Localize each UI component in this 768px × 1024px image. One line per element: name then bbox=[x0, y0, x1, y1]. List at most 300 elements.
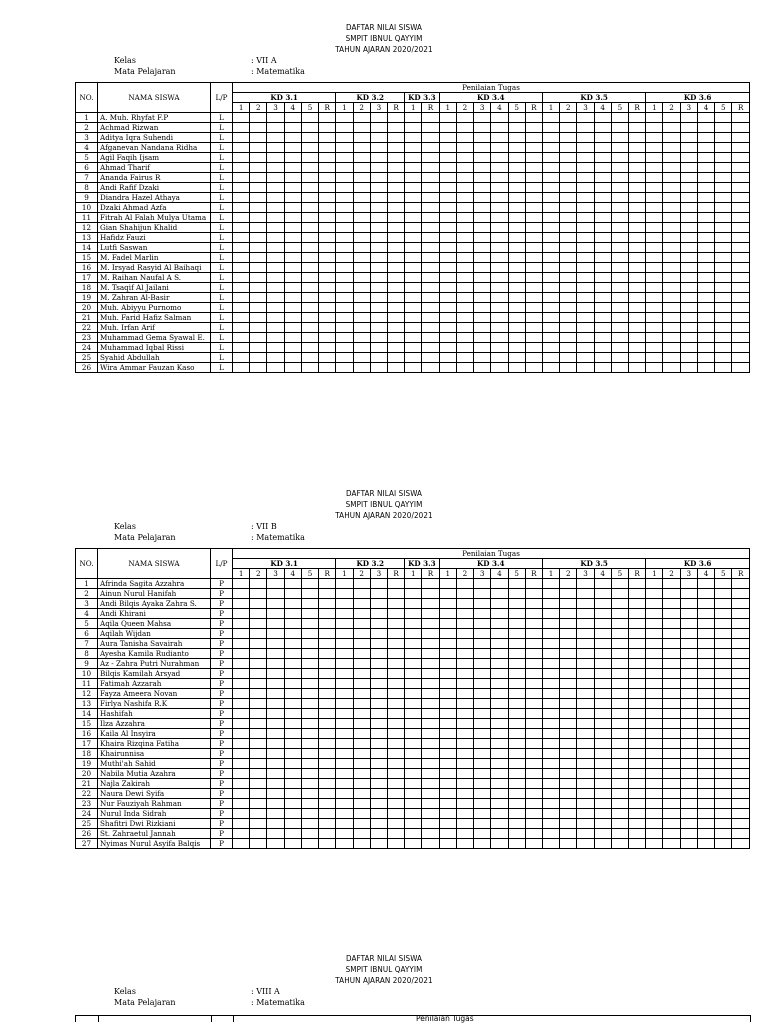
student-name[interactable]: Lutfi Saswan bbox=[98, 243, 211, 253]
grade-cell[interactable] bbox=[732, 619, 750, 629]
grade-cell[interactable] bbox=[560, 143, 577, 153]
grade-cell[interactable] bbox=[715, 809, 732, 819]
grade-cell[interactable] bbox=[663, 679, 680, 689]
grade-cell[interactable] bbox=[233, 113, 250, 123]
grade-cell[interactable] bbox=[525, 819, 542, 829]
grade-cell[interactable] bbox=[233, 799, 250, 809]
grade-cell[interactable] bbox=[474, 153, 491, 163]
grade-cell[interactable] bbox=[301, 799, 318, 809]
grade-cell[interactable] bbox=[439, 333, 456, 343]
grade-cell[interactable] bbox=[697, 253, 714, 263]
grade-cell[interactable] bbox=[301, 709, 318, 719]
grade-cell[interactable] bbox=[336, 183, 353, 193]
grade-cell[interactable] bbox=[301, 193, 318, 203]
grade-cell[interactable] bbox=[456, 679, 473, 689]
grade-cell[interactable] bbox=[353, 133, 370, 143]
grade-cell[interactable] bbox=[680, 659, 697, 669]
grade-cell[interactable] bbox=[456, 779, 473, 789]
grade-cell[interactable] bbox=[680, 263, 697, 273]
grade-cell[interactable] bbox=[732, 143, 750, 153]
grade-cell[interactable] bbox=[491, 213, 508, 223]
grade-cell[interactable] bbox=[301, 353, 318, 363]
grade-cell[interactable] bbox=[387, 353, 404, 363]
grade-cell[interactable] bbox=[697, 779, 714, 789]
grade-cell[interactable] bbox=[387, 113, 404, 123]
grade-cell[interactable] bbox=[680, 123, 697, 133]
grade-cell[interactable] bbox=[250, 213, 267, 223]
grade-cell[interactable] bbox=[525, 333, 542, 343]
grade-cell[interactable] bbox=[370, 719, 387, 729]
grade-cell[interactable] bbox=[474, 769, 491, 779]
grade-cell[interactable] bbox=[319, 579, 336, 589]
grade-cell[interactable] bbox=[353, 719, 370, 729]
grade-cell[interactable] bbox=[370, 193, 387, 203]
grade-cell[interactable] bbox=[611, 609, 628, 619]
grade-cell[interactable] bbox=[456, 579, 473, 589]
grade-cell[interactable] bbox=[646, 143, 663, 153]
grade-cell[interactable] bbox=[560, 353, 577, 363]
grade-cell[interactable] bbox=[233, 213, 250, 223]
grade-cell[interactable] bbox=[629, 313, 646, 323]
grade-cell[interactable] bbox=[715, 283, 732, 293]
grade-cell[interactable] bbox=[732, 273, 750, 283]
grade-cell[interactable] bbox=[594, 273, 611, 283]
grade-cell[interactable] bbox=[422, 669, 439, 679]
grade-cell[interactable] bbox=[542, 273, 559, 283]
grade-cell[interactable] bbox=[697, 589, 714, 599]
grade-cell[interactable] bbox=[594, 609, 611, 619]
grade-cell[interactable] bbox=[629, 799, 646, 809]
grade-cell[interactable] bbox=[353, 123, 370, 133]
grade-cell[interactable] bbox=[594, 213, 611, 223]
grade-cell[interactable] bbox=[594, 133, 611, 143]
grade-cell[interactable] bbox=[233, 193, 250, 203]
grade-cell[interactable] bbox=[491, 263, 508, 273]
student-name[interactable]: Nurul Inda Sidrah bbox=[98, 809, 211, 819]
grade-cell[interactable] bbox=[577, 749, 594, 759]
grade-cell[interactable] bbox=[732, 579, 750, 589]
grade-cell[interactable] bbox=[233, 609, 250, 619]
grade-cell[interactable] bbox=[233, 183, 250, 193]
grade-cell[interactable] bbox=[697, 333, 714, 343]
grade-cell[interactable] bbox=[284, 639, 301, 649]
grade-cell[interactable] bbox=[233, 809, 250, 819]
grade-cell[interactable] bbox=[646, 283, 663, 293]
grade-cell[interactable] bbox=[577, 659, 594, 669]
grade-cell[interactable] bbox=[715, 729, 732, 739]
grade-cell[interactable] bbox=[250, 133, 267, 143]
grade-cell[interactable] bbox=[405, 133, 422, 143]
grade-cell[interactable] bbox=[508, 133, 525, 143]
grade-cell[interactable] bbox=[525, 839, 542, 849]
grade-cell[interactable] bbox=[267, 243, 284, 253]
grade-cell[interactable] bbox=[525, 709, 542, 719]
grade-cell[interactable] bbox=[560, 729, 577, 739]
grade-cell[interactable] bbox=[387, 789, 404, 799]
grade-cell[interactable] bbox=[474, 679, 491, 689]
grade-cell[interactable] bbox=[611, 819, 628, 829]
student-name[interactable]: M. Raihan Naufal A S. bbox=[98, 273, 211, 283]
grade-cell[interactable] bbox=[474, 283, 491, 293]
grade-cell[interactable] bbox=[680, 829, 697, 839]
grade-cell[interactable] bbox=[646, 113, 663, 123]
grade-cell[interactable] bbox=[387, 609, 404, 619]
grade-cell[interactable] bbox=[233, 293, 250, 303]
grade-cell[interactable] bbox=[560, 183, 577, 193]
grade-cell[interactable] bbox=[353, 769, 370, 779]
grade-cell[interactable] bbox=[319, 689, 336, 699]
grade-cell[interactable] bbox=[680, 283, 697, 293]
grade-cell[interactable] bbox=[301, 639, 318, 649]
grade-cell[interactable] bbox=[387, 779, 404, 789]
grade-cell[interactable] bbox=[456, 173, 473, 183]
grade-cell[interactable] bbox=[629, 609, 646, 619]
grade-cell[interactable] bbox=[594, 233, 611, 243]
grade-cell[interactable] bbox=[525, 253, 542, 263]
grade-cell[interactable] bbox=[267, 619, 284, 629]
grade-cell[interactable] bbox=[319, 133, 336, 143]
grade-cell[interactable] bbox=[732, 113, 750, 123]
grade-cell[interactable] bbox=[422, 779, 439, 789]
grade-cell[interactable] bbox=[233, 343, 250, 353]
grade-cell[interactable] bbox=[715, 273, 732, 283]
grade-cell[interactable] bbox=[353, 163, 370, 173]
grade-cell[interactable] bbox=[250, 809, 267, 819]
grade-cell[interactable] bbox=[646, 759, 663, 769]
grade-cell[interactable] bbox=[233, 133, 250, 143]
grade-cell[interactable] bbox=[301, 163, 318, 173]
student-name[interactable]: St. Zahraetul Jannah bbox=[98, 829, 211, 839]
grade-cell[interactable] bbox=[336, 263, 353, 273]
grade-cell[interactable] bbox=[422, 303, 439, 313]
grade-cell[interactable] bbox=[319, 293, 336, 303]
grade-cell[interactable] bbox=[715, 679, 732, 689]
grade-cell[interactable] bbox=[284, 729, 301, 739]
grade-cell[interactable] bbox=[370, 243, 387, 253]
grade-cell[interactable] bbox=[439, 213, 456, 223]
grade-cell[interactable] bbox=[474, 233, 491, 243]
student-name[interactable]: Syahid Abdullah bbox=[98, 353, 211, 363]
grade-cell[interactable] bbox=[422, 293, 439, 303]
grade-cell[interactable] bbox=[250, 779, 267, 789]
grade-cell[interactable] bbox=[233, 679, 250, 689]
grade-cell[interactable] bbox=[560, 809, 577, 819]
grade-cell[interactable] bbox=[646, 203, 663, 213]
grade-cell[interactable] bbox=[594, 719, 611, 729]
grade-cell[interactable] bbox=[542, 589, 559, 599]
grade-cell[interactable] bbox=[301, 669, 318, 679]
grade-cell[interactable] bbox=[732, 183, 750, 193]
grade-cell[interactable] bbox=[439, 839, 456, 849]
grade-cell[interactable] bbox=[370, 133, 387, 143]
grade-cell[interactable] bbox=[456, 759, 473, 769]
grade-cell[interactable] bbox=[405, 223, 422, 233]
grade-cell[interactable] bbox=[319, 123, 336, 133]
grade-cell[interactable] bbox=[560, 263, 577, 273]
grade-cell[interactable] bbox=[680, 163, 697, 173]
grade-cell[interactable] bbox=[542, 799, 559, 809]
grade-cell[interactable] bbox=[353, 263, 370, 273]
grade-cell[interactable] bbox=[508, 313, 525, 323]
grade-cell[interactable] bbox=[525, 173, 542, 183]
grade-cell[interactable] bbox=[577, 839, 594, 849]
grade-cell[interactable] bbox=[508, 323, 525, 333]
grade-cell[interactable] bbox=[353, 699, 370, 709]
student-name[interactable]: Muh. Farid Hafiz Salman bbox=[98, 313, 211, 323]
grade-cell[interactable] bbox=[233, 243, 250, 253]
grade-cell[interactable] bbox=[370, 293, 387, 303]
grade-cell[interactable] bbox=[577, 163, 594, 173]
grade-cell[interactable] bbox=[732, 629, 750, 639]
grade-cell[interactable] bbox=[233, 223, 250, 233]
grade-cell[interactable] bbox=[267, 323, 284, 333]
grade-cell[interactable] bbox=[353, 829, 370, 839]
grade-cell[interactable] bbox=[474, 293, 491, 303]
grade-cell[interactable] bbox=[319, 719, 336, 729]
grade-cell[interactable] bbox=[353, 143, 370, 153]
grade-cell[interactable] bbox=[456, 799, 473, 809]
grade-cell[interactable] bbox=[577, 729, 594, 739]
grade-cell[interactable] bbox=[680, 759, 697, 769]
grade-cell[interactable] bbox=[456, 699, 473, 709]
grade-cell[interactable] bbox=[439, 689, 456, 699]
grade-cell[interactable] bbox=[439, 173, 456, 183]
grade-cell[interactable] bbox=[542, 699, 559, 709]
grade-cell[interactable] bbox=[267, 799, 284, 809]
grade-cell[interactable] bbox=[336, 759, 353, 769]
grade-cell[interactable] bbox=[474, 629, 491, 639]
grade-cell[interactable] bbox=[422, 619, 439, 629]
grade-cell[interactable] bbox=[680, 599, 697, 609]
grade-cell[interactable] bbox=[319, 333, 336, 343]
grade-cell[interactable] bbox=[525, 123, 542, 133]
grade-cell[interactable] bbox=[508, 729, 525, 739]
grade-cell[interactable] bbox=[370, 203, 387, 213]
grade-cell[interactable] bbox=[474, 163, 491, 173]
grade-cell[interactable] bbox=[319, 819, 336, 829]
grade-cell[interactable] bbox=[250, 709, 267, 719]
grade-cell[interactable] bbox=[732, 659, 750, 669]
grade-cell[interactable] bbox=[508, 263, 525, 273]
grade-cell[interactable] bbox=[370, 263, 387, 273]
grade-cell[interactable] bbox=[663, 609, 680, 619]
grade-cell[interactable] bbox=[405, 809, 422, 819]
grade-cell[interactable] bbox=[697, 639, 714, 649]
grade-cell[interactable] bbox=[422, 183, 439, 193]
grade-cell[interactable] bbox=[250, 789, 267, 799]
grade-cell[interactable] bbox=[629, 193, 646, 203]
grade-cell[interactable] bbox=[405, 639, 422, 649]
grade-cell[interactable] bbox=[542, 689, 559, 699]
grade-cell[interactable] bbox=[715, 759, 732, 769]
grade-cell[interactable] bbox=[646, 779, 663, 789]
grade-cell[interactable] bbox=[439, 313, 456, 323]
grade-cell[interactable] bbox=[233, 263, 250, 273]
grade-cell[interactable] bbox=[697, 759, 714, 769]
grade-cell[interactable] bbox=[611, 333, 628, 343]
grade-cell[interactable] bbox=[250, 799, 267, 809]
grade-cell[interactable] bbox=[474, 343, 491, 353]
grade-cell[interactable] bbox=[405, 123, 422, 133]
grade-cell[interactable] bbox=[353, 809, 370, 819]
grade-cell[interactable] bbox=[456, 123, 473, 133]
grade-cell[interactable] bbox=[456, 829, 473, 839]
grade-cell[interactable] bbox=[732, 343, 750, 353]
grade-cell[interactable] bbox=[370, 123, 387, 133]
grade-cell[interactable] bbox=[663, 809, 680, 819]
grade-cell[interactable] bbox=[439, 283, 456, 293]
grade-cell[interactable] bbox=[646, 273, 663, 283]
grade-cell[interactable] bbox=[594, 343, 611, 353]
grade-cell[interactable] bbox=[663, 313, 680, 323]
grade-cell[interactable] bbox=[611, 343, 628, 353]
grade-cell[interactable] bbox=[233, 619, 250, 629]
grade-cell[interactable] bbox=[336, 313, 353, 323]
grade-cell[interactable] bbox=[301, 809, 318, 819]
grade-cell[interactable] bbox=[284, 709, 301, 719]
grade-cell[interactable] bbox=[577, 123, 594, 133]
grade-cell[interactable] bbox=[491, 273, 508, 283]
grade-cell[interactable] bbox=[474, 333, 491, 343]
grade-cell[interactable] bbox=[250, 679, 267, 689]
grade-cell[interactable] bbox=[611, 263, 628, 273]
grade-cell[interactable] bbox=[525, 789, 542, 799]
grade-cell[interactable] bbox=[439, 609, 456, 619]
student-name[interactable]: Aura Tanisha Savairah bbox=[98, 639, 211, 649]
grade-cell[interactable] bbox=[267, 579, 284, 589]
grade-cell[interactable] bbox=[663, 363, 680, 373]
grade-cell[interactable] bbox=[405, 789, 422, 799]
grade-cell[interactable] bbox=[611, 303, 628, 313]
grade-cell[interactable] bbox=[577, 719, 594, 729]
grade-cell[interactable] bbox=[387, 669, 404, 679]
grade-cell[interactable] bbox=[301, 789, 318, 799]
grade-cell[interactable] bbox=[353, 283, 370, 293]
grade-cell[interactable] bbox=[715, 789, 732, 799]
grade-cell[interactable] bbox=[370, 829, 387, 839]
grade-cell[interactable] bbox=[267, 679, 284, 689]
grade-cell[interactable] bbox=[663, 263, 680, 273]
grade-cell[interactable] bbox=[319, 183, 336, 193]
grade-cell[interactable] bbox=[233, 839, 250, 849]
grade-cell[interactable] bbox=[491, 243, 508, 253]
grade-cell[interactable] bbox=[560, 669, 577, 679]
grade-cell[interactable] bbox=[250, 769, 267, 779]
grade-cell[interactable] bbox=[508, 353, 525, 363]
grade-cell[interactable] bbox=[439, 163, 456, 173]
grade-cell[interactable] bbox=[560, 739, 577, 749]
grade-cell[interactable] bbox=[422, 729, 439, 739]
grade-cell[interactable] bbox=[697, 183, 714, 193]
grade-cell[interactable] bbox=[491, 293, 508, 303]
grade-cell[interactable] bbox=[594, 729, 611, 739]
grade-cell[interactable] bbox=[267, 629, 284, 639]
grade-cell[interactable] bbox=[629, 133, 646, 143]
grade-cell[interactable] bbox=[629, 719, 646, 729]
grade-cell[interactable] bbox=[319, 163, 336, 173]
grade-cell[interactable] bbox=[474, 689, 491, 699]
grade-cell[interactable] bbox=[422, 799, 439, 809]
grade-cell[interactable] bbox=[284, 363, 301, 373]
grade-cell[interactable] bbox=[456, 839, 473, 849]
grade-cell[interactable] bbox=[508, 333, 525, 343]
grade-cell[interactable] bbox=[508, 253, 525, 263]
grade-cell[interactable] bbox=[250, 829, 267, 839]
grade-cell[interactable] bbox=[267, 689, 284, 699]
grade-cell[interactable] bbox=[611, 699, 628, 709]
grade-cell[interactable] bbox=[542, 759, 559, 769]
grade-cell[interactable] bbox=[697, 283, 714, 293]
grade-cell[interactable] bbox=[284, 689, 301, 699]
grade-cell[interactable] bbox=[301, 133, 318, 143]
grade-cell[interactable] bbox=[250, 609, 267, 619]
grade-cell[interactable] bbox=[560, 153, 577, 163]
grade-cell[interactable] bbox=[301, 769, 318, 779]
grade-cell[interactable] bbox=[611, 659, 628, 669]
grade-cell[interactable] bbox=[525, 729, 542, 739]
grade-cell[interactable] bbox=[594, 173, 611, 183]
grade-cell[interactable] bbox=[474, 193, 491, 203]
grade-cell[interactable] bbox=[422, 759, 439, 769]
grade-cell[interactable] bbox=[697, 163, 714, 173]
grade-cell[interactable] bbox=[732, 363, 750, 373]
grade-cell[interactable] bbox=[732, 303, 750, 313]
grade-cell[interactable] bbox=[405, 333, 422, 343]
grade-cell[interactable] bbox=[336, 699, 353, 709]
grade-cell[interactable] bbox=[525, 759, 542, 769]
grade-cell[interactable] bbox=[319, 263, 336, 273]
grade-cell[interactable] bbox=[353, 729, 370, 739]
grade-cell[interactable] bbox=[474, 619, 491, 629]
grade-cell[interactable] bbox=[663, 799, 680, 809]
grade-cell[interactable] bbox=[491, 679, 508, 689]
student-name[interactable]: Najla Zakirah bbox=[98, 779, 211, 789]
grade-cell[interactable] bbox=[422, 679, 439, 689]
grade-cell[interactable] bbox=[284, 719, 301, 729]
grade-cell[interactable] bbox=[405, 679, 422, 689]
grade-cell[interactable] bbox=[697, 343, 714, 353]
grade-cell[interactable] bbox=[233, 253, 250, 263]
grade-cell[interactable] bbox=[732, 669, 750, 679]
grade-cell[interactable] bbox=[387, 839, 404, 849]
grade-cell[interactable] bbox=[663, 629, 680, 639]
grade-cell[interactable] bbox=[474, 639, 491, 649]
grade-cell[interactable] bbox=[646, 163, 663, 173]
grade-cell[interactable] bbox=[319, 313, 336, 323]
grade-cell[interactable] bbox=[301, 243, 318, 253]
grade-cell[interactable] bbox=[474, 749, 491, 759]
grade-cell[interactable] bbox=[525, 143, 542, 153]
grade-cell[interactable] bbox=[353, 213, 370, 223]
grade-cell[interactable] bbox=[542, 669, 559, 679]
grade-cell[interactable] bbox=[336, 153, 353, 163]
grade-cell[interactable] bbox=[525, 599, 542, 609]
grade-cell[interactable] bbox=[680, 629, 697, 639]
grade-cell[interactable] bbox=[715, 333, 732, 343]
grade-cell[interactable] bbox=[611, 719, 628, 729]
grade-cell[interactable] bbox=[525, 353, 542, 363]
grade-cell[interactable] bbox=[732, 163, 750, 173]
grade-cell[interactable] bbox=[422, 839, 439, 849]
grade-cell[interactable] bbox=[370, 739, 387, 749]
grade-cell[interactable] bbox=[629, 769, 646, 779]
grade-cell[interactable] bbox=[387, 729, 404, 739]
grade-cell[interactable] bbox=[456, 659, 473, 669]
grade-cell[interactable] bbox=[560, 789, 577, 799]
grade-cell[interactable] bbox=[594, 629, 611, 639]
grade-cell[interactable] bbox=[663, 769, 680, 779]
grade-cell[interactable] bbox=[353, 839, 370, 849]
